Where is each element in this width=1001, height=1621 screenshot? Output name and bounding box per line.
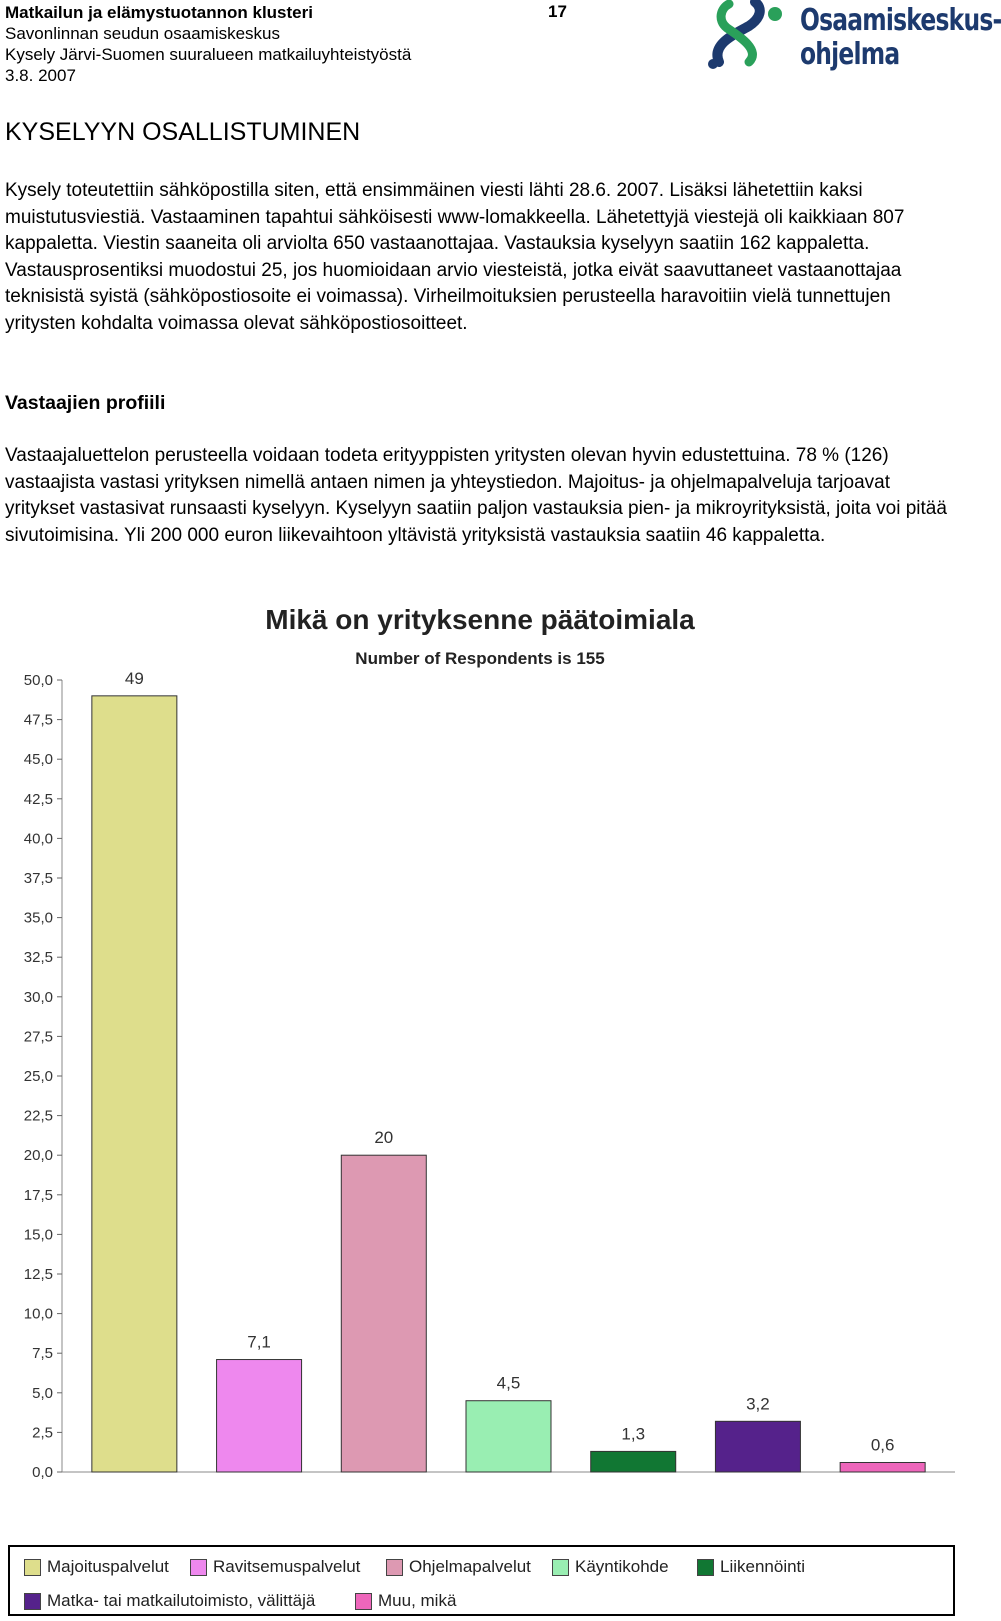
legend-swatch xyxy=(355,1593,372,1610)
y-tick-label: 45,0 xyxy=(23,751,53,769)
bar-value-label: 4,5 xyxy=(496,1373,521,1393)
bar-value-label: 3,2 xyxy=(746,1394,770,1414)
bar xyxy=(840,1462,925,1472)
legend-swatch xyxy=(697,1559,714,1576)
legend-label: Liikennöinti xyxy=(720,1557,806,1576)
y-tick-label: 25,0 xyxy=(23,1068,53,1085)
chart-subtitle: Number of Respondents is 155 xyxy=(355,649,605,668)
bar-value-label: 49 xyxy=(124,668,144,688)
bar-value-label: 0,6 xyxy=(870,1435,895,1455)
y-tick-label: 0,0 xyxy=(32,1464,53,1481)
chart-legend xyxy=(8,1545,955,1616)
header-line3: Kysely Järvi-Suomen suuralueen matkailuyhteistyöstä xyxy=(5,45,412,64)
y-tick-label: 35,0 xyxy=(23,909,53,927)
bar xyxy=(466,1401,551,1472)
legend-label: Ravitsemuspalvelut xyxy=(213,1557,361,1576)
y-tick-label: 37,5 xyxy=(23,870,53,887)
profile-subheading: Vastaajien profiili xyxy=(5,392,166,414)
profile-paragraph: Vastaajaluettelon perusteella voidaan todeta erityyppisten yritysten olevan hyvin edustettuina. 78 % (126) vastaajista vastasi yrityksen nimellä antaen nimen ja yhteystiedon. Majoitus- ja ohjelmapalveluja tarjoavat yritykset vastasivat runsaasti kyselyyn. Kyselyyn saatiin paljon vastauksia pien- ja mikroyrityksistä, joita voi pitää sivutoimisina. Yli 200 000 euron liikevaihtoon yltävistä yrityksistä vastauksia saatiin 46 kappaletta. xyxy=(5,445,947,546)
bar xyxy=(341,1155,426,1472)
legend-swatch xyxy=(24,1593,41,1610)
y-tick-label: 2,5 xyxy=(32,1424,53,1442)
y-tick-label: 7,5 xyxy=(32,1345,53,1363)
bar xyxy=(217,1360,302,1472)
legend-swatch xyxy=(24,1559,41,1576)
y-tick-label: 12,5 xyxy=(23,1266,53,1283)
legend-item xyxy=(24,1557,169,1577)
y-tick-label: 40,0 xyxy=(23,830,53,848)
bar-value-label: 1,3 xyxy=(621,1424,646,1444)
logo-text xyxy=(800,4,1001,72)
y-tick-label: 10,0 xyxy=(23,1305,53,1323)
section-heading: KYSELYYN OSALLISTUMINEN xyxy=(5,118,361,146)
y-tick-label: 27,5 xyxy=(23,1028,53,1046)
legend-item xyxy=(355,1591,456,1611)
y-tick-label: 5,0 xyxy=(32,1384,53,1402)
chart-title: Mikä on yrityksenne päätoimiala xyxy=(265,604,695,635)
bar-value-label: 7,1 xyxy=(247,1332,271,1352)
bar xyxy=(591,1451,676,1472)
y-tick-label: 22,5 xyxy=(23,1107,53,1125)
legend-item xyxy=(386,1557,531,1577)
legend-item xyxy=(552,1557,669,1577)
legend-item xyxy=(697,1557,805,1577)
bar-chart xyxy=(0,668,960,1530)
legend-item xyxy=(24,1591,315,1611)
legend-item xyxy=(190,1557,360,1577)
y-tick-label: 42,5 xyxy=(23,790,53,808)
page-number: 17 xyxy=(548,2,567,21)
page-header xyxy=(5,2,411,86)
intro-paragraph: Kysely toteutettiin sähköpostilla siten, että ensimmäinen viesti lähti 28.6. 2007. Lisäksi lähetettiin kaksi muistutusviestiä. Vastaaminen tapahtui sähköisesti www-lomakkeella. Lähetettyjä viestejä oli kaikkiaan 807 kappaletta. Viestin saaneita oli arviolta 650 vastaanottajaa. Vastauksia kyselyyn saatiin 162 kappaletta. Vastausprosentiksi muodostui 25, jos huomioidaan arvio viesteistä, jotka eivät saavuttaneet vastaanottajaa teknisistä syistä (sähköpostiosoite ei voimassa). Virheilmoituksien perusteella haravoitiin vielä tunnettujen yritysten kohdalta voimassa olevat sähköpostiosoitteet. xyxy=(5,180,905,334)
legend-swatch xyxy=(552,1559,569,1576)
y-tick-label: 47,5 xyxy=(23,711,53,729)
y-tick-label: 30,0 xyxy=(23,988,53,1006)
legend-label: Muu, mikä xyxy=(378,1591,457,1610)
legend-label: Ohjelmapalvelut xyxy=(409,1557,531,1576)
header-org: Matkailun ja elämystuotannon klusteri xyxy=(5,3,313,22)
legend-label: Majoituspalvelut xyxy=(47,1557,169,1576)
y-tick-label: 50,0 xyxy=(23,672,53,689)
header-line2: Savonlinnan seudun osaamiskeskus xyxy=(5,24,281,43)
bar xyxy=(92,696,177,1472)
bar-value-label: 20 xyxy=(374,1128,394,1148)
legend-swatch xyxy=(190,1559,207,1576)
legend-label: Matka- tai matkailutoimisto, välittäjä xyxy=(47,1591,316,1610)
bar xyxy=(715,1421,800,1472)
logo-text-1: Osaamiskeskus- xyxy=(800,3,1001,38)
legend-swatch xyxy=(386,1559,403,1576)
y-tick-label: 15,0 xyxy=(23,1226,53,1244)
y-tick-label: 17,5 xyxy=(23,1186,53,1204)
header-date: 3.8. 2007 xyxy=(5,66,76,85)
logo-text-2: ohjelma xyxy=(800,37,900,72)
y-tick-label: 32,5 xyxy=(23,949,53,967)
y-tick-label: 20,0 xyxy=(23,1147,53,1165)
legend-label: Käyntikohde xyxy=(575,1557,669,1576)
